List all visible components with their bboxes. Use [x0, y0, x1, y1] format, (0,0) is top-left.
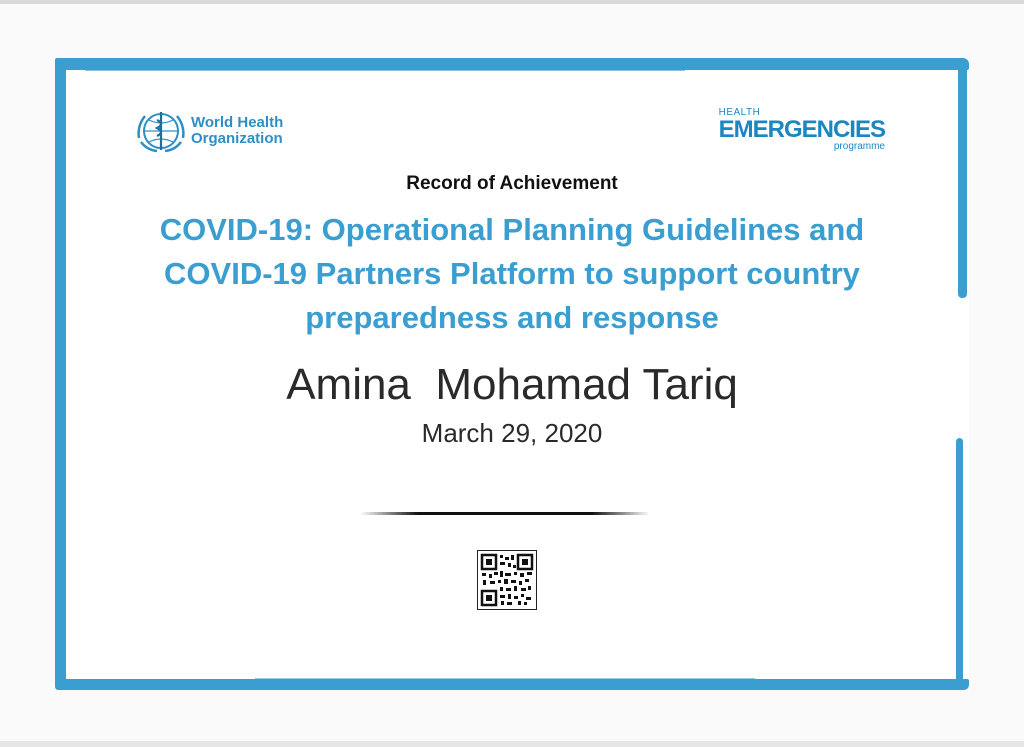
who-line2: Organization: [191, 130, 283, 147]
course-title: COVID-19: Operational Planning Guidelines and COVID-19 Partners Platform to support country preparedness and response: [159, 212, 865, 335]
border-top-stroke: [85, 68, 685, 71]
border-right-lower: [956, 438, 963, 690]
who-logo: [135, 108, 283, 154]
award-date: March 29, 2020: [421, 418, 603, 448]
qr-code-icon[interactable]: [477, 550, 537, 610]
program-sub-label: programme: [833, 141, 885, 152]
certificate: [55, 58, 969, 690]
signature-line: [360, 512, 650, 515]
health-emergencies-logo: [719, 108, 885, 152]
program-name: EMERGENCIES: [718, 116, 885, 143]
recipient-name: Amina Mohamad Tariq: [286, 360, 738, 409]
who-wordmark: [191, 115, 283, 147]
border-bottom-stroke: [255, 678, 755, 681]
bottom-strip: [0, 741, 1024, 747]
top-strip: [0, 0, 1024, 4]
record-title: Record of Achievement: [406, 173, 618, 194]
who-line1: World Health: [191, 114, 284, 131]
program-small-label: HEALTH: [718, 107, 761, 118]
who-emblem-icon: [135, 108, 187, 154]
